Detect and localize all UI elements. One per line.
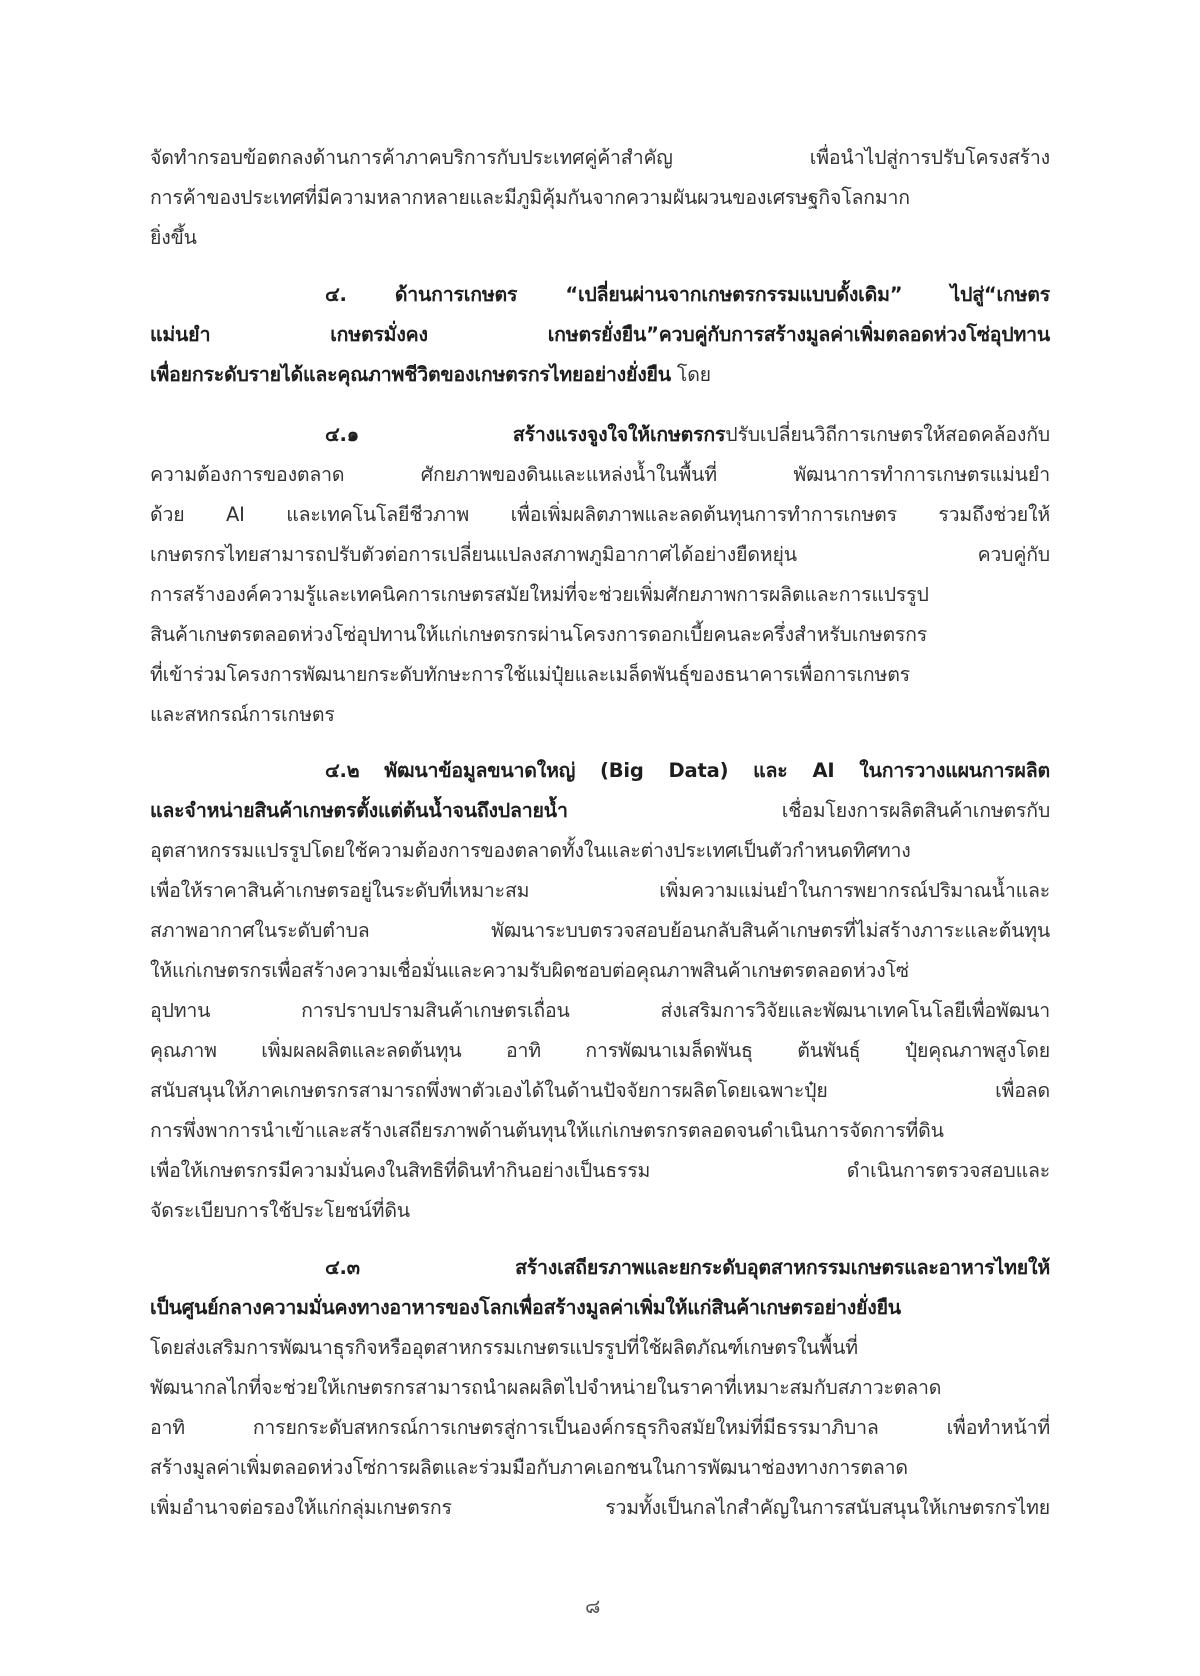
item-4-1-line: ความต้องการของตลาด ศักยภาพของดินและแหล่งน้ำในพื้นที่ พัฒนาการทำการเกษตรแม่นยำ [150,463,1050,486]
item-4-2-heading-line-1: ๔.๒ พัฒนาข้อมูลขนาดใหญ่ (Big Data) และ AI ในการวางแผนการผลิต [325,759,1050,782]
item-4-3-line: สร้างมูลค่าเพิ่มตลอดห่วงโซ่การผลิตและร่วมมือกับภาคเอกชนในการพัฒนาช่องทางการตลาด [150,1456,908,1479]
item-4-2-line: เพื่อให้ราคาสินค้าเกษตรอยู่ในระดับที่เหมาะสม เพิ่มความแม่นยำในการพยากรณ์ปริมาณน้ำและ [150,879,1050,902]
item-4-3-heading-line-2: เป็นศูนย์กลางความมั่นคงทางอาหารของโลกเพื่อสร้างมูลค่าเพิ่มให้แก่สินค้าเกษตรอย่างยั่งยืน [150,1296,901,1319]
item-4-2-line: การพึ่งพาการนำเข้าและสร้างเสถียรภาพด้านต้นทุนให้แก่เกษตรกรตลอดจนดำเนินการจัดการที่ดิน [150,1119,944,1142]
intro-line-2: การค้าของประเทศที่มีความหลากหลายและมีภูมิคุ้มกันจากความผันผวนของเศรษฐกิจโลกมาก [150,186,910,209]
item-4-2-line: อุตสาหกรรมแปรรูปโดยใช้ความต้องการของตลาดทั้งในและต่างประเทศเป็นตัวกำหนดทิศทาง [150,839,911,862]
item-4-2-line: คุณภาพ เพิ่มผลผลิตและลดต้นทุน อาทิ การพัฒนาเมล็ดพันธุ ต้นพันธุ์ ปุ๋ยคุณภาพสูงโดย [150,1039,1050,1062]
item-4-2-line: สภาพอากาศในระดับตำบล พัฒนาระบบตรวจสอบย้อนกลับสินค้าเกษตรที่ไม่สร้างภาระและต้นทุน [150,919,1050,942]
item-4-1-line: และสหกรณ์การเกษตร [150,703,335,726]
item-4-1-line: การสร้างองค์ความรู้และเทคนิคการเกษตรสมัยใหม่ที่จะช่วยเพิ่มศักยภาพการผลิตและการแปรรูป [150,583,929,606]
section-4-heading-tail: โดย [670,363,711,386]
item-4-3-line: อาทิ การยกระดับสหกรณ์การเกษตรสู่การเป็นองค์กรธุรกิจสมัยใหม่ที่มีธรรมาภิบาล เพื่อทำหน้าที่ [150,1416,1050,1439]
item-4-3-line: พัฒนากลไกที่จะช่วยให้เกษตรกรสามารถนำผลผลิตไปจำหน่ายในราคาที่เหมาะสมกับสภาวะตลาด [150,1376,942,1399]
item-4-2-line: อุปทาน การปราบปรามสินค้าเกษตรเถื่อน ส่งเสริมการวิจัยและพัฒนาเทคโนโลยีเพื่อพัฒนา [150,999,1050,1022]
item-4-2-heading-line-2 [150,796,1050,826]
item-4-1-line: เกษตรกรไทยสามารถปรับตัวต่อการเปลี่ยนแปลงสภาพภูมิอากาศได้อย่างยืดหยุ่น ควบคู่กับ [150,543,1050,566]
item-4-2-heading-tail: เชื่อมโยงการผลิตสินค้าเกษตรกับ [567,799,1050,822]
item-4-1-line: ด้วย AI และเทคโนโลยีชีวภาพ เพื่อเพิ่มผลิตภาพและลดต้นทุนการทำการเกษตร รวมถึงช่วยให้ [150,503,1050,526]
item-4-1-title: ๔.๑ สร้างแรงจูงใจให้เกษตรกร [325,423,726,446]
item-4-2-line: สนับสนุนให้ภาคเกษตรกรสามารถพึ่งพาตัวเองได้ในด้านปัจจัยการผลิตโดยเฉพาะปุ๋ย เพื่อลด [150,1079,1050,1102]
item-4-3-line: โดยส่งเสริมการพัฒนาธุรกิจหรืออุตสาหกรรมเกษตรแปรรูปที่ใช้ผลิตภัณฑ์เกษตรในพื้นที่ [150,1336,858,1359]
item-4-1-heading [325,420,1050,450]
item-4-3-heading-line-1: ๔.๓ สร้างเสถียรภาพและยกระดับอุตสาหกรรมเกษตรและอาหารไทยให้ [325,1256,1050,1279]
item-4-1-heading-tail: ปรับเปลี่ยนวิถีการเกษตรให้สอดคล้องกับ [725,423,1050,446]
section-4-heading-line-1: ๔. ด้านการเกษตร “เปลี่ยนผ่านจากเกษตรกรรมแบบดั้งเดิม” ไปสู่“เกษตร [325,283,1050,306]
item-4-2-line: ให้แก่เกษตรกรเพื่อสร้างความเชื่อมั่นและความรับผิดชอบต่อคุณภาพสินค้าเกษตรตลอดห่วงโซ่ [150,959,909,982]
item-4-2-line: จัดระเบียบการใช้ประโยชน์ที่ดิน [150,1199,410,1222]
intro-line-1: จัดทำกรอบข้อตกลงด้านการค้าภาคบริการกับประเทศคู่ค้าสำคัญ เพื่อนำไปสู่การปรับโครงสร้าง [150,146,1050,169]
section-4-heading-line-3 [150,360,1050,390]
item-4-2-title-tail: และจำหน่ายสินค้าเกษตรตั้งแต่ต้นน้ำจนถึงปลายน้ำ [150,799,568,822]
section-4-heading-line-2: แม่นยำ เกษตรมั่งคง เกษตรยั่งยืน”ควบคู่กับการสร้างมูลค่าเพิ่มตลอดห่วงโซ่อุปทาน [150,323,1050,346]
intro-line-3: ยิ่งขึ้น [150,226,197,249]
section-4-heading-bold: เพื่อยกระดับรายได้และคุณภาพชีวิตของเกษตรกรไทยอย่างยั่งยืน [150,363,671,386]
item-4-3-line: เพิ่มอำนาจต่อรองให้แก่กลุ่มเกษตรกร รวมทั้งเป็นกลไกสำคัญในการสนับสนุนให้เกษตรกรไทย [150,1496,1050,1519]
item-4-1-line: สินค้าเกษตรตลอดห่วงโซ่อุปทานให้แก่เกษตรกรผ่านโครงการดอกเบี้ยคนละครึ่งสำหรับเกษตรกร [150,623,928,646]
page-number: ๘ [585,1594,601,1618]
item-4-1-line: ที่เข้าร่วมโครงการพัฒนายกระดับทักษะการใช้แม่ปุ๋ยและเมล็ดพันธุ์ของธนาคารเพื่อการเกษตร [150,663,910,686]
item-4-2-line: เพื่อให้เกษตรกรมีความมั่นคงในสิทธิที่ดินทำกินอย่างเป็นธรรม ดำเนินการตรวจสอบและ [150,1159,1050,1182]
